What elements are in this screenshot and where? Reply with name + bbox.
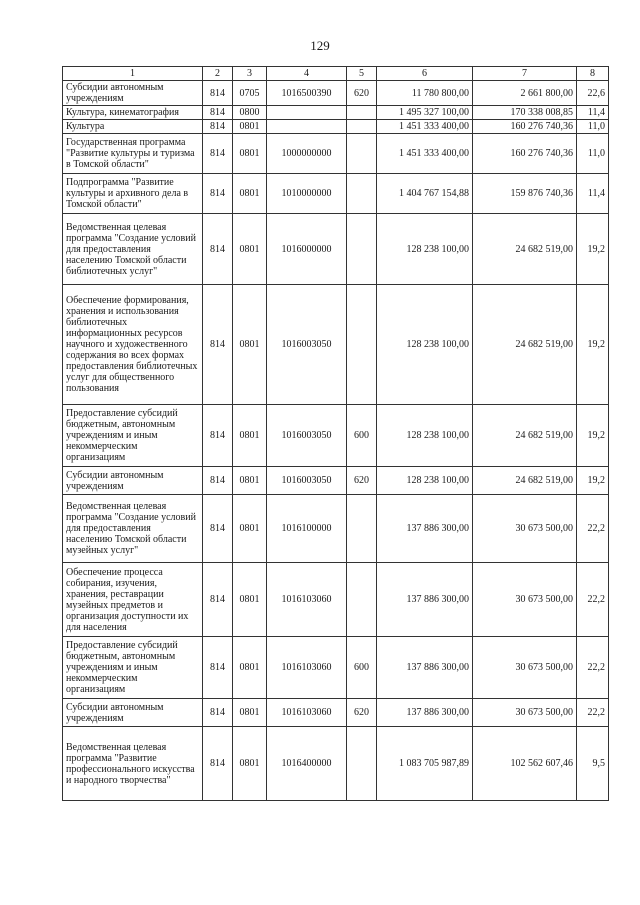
section-code: 0801 xyxy=(233,174,267,214)
planned-amount: 137 886 300,00 xyxy=(377,495,473,563)
grbs-code: 814 xyxy=(203,637,233,699)
table-row xyxy=(63,106,609,120)
target-article-code: 1016000000 xyxy=(267,214,347,285)
header-cell: 8 xyxy=(577,67,609,81)
header-cell: 5 xyxy=(347,67,377,81)
actual-amount: 30 673 500,00 xyxy=(473,563,577,637)
section-code: 0801 xyxy=(233,699,267,727)
item-name: Предоставление субсидий бюджетным, автономным учреждениям и иным некоммерческим организациям xyxy=(63,637,203,699)
grbs-code: 814 xyxy=(203,285,233,405)
item-name: Ведомственная целевая программа "Развитие профессионального искусства и народного творчества" xyxy=(63,727,203,801)
item-name: Культура xyxy=(63,120,203,134)
table-header-row xyxy=(63,67,609,81)
actual-amount: 30 673 500,00 xyxy=(473,699,577,727)
actual-amount: 24 682 519,00 xyxy=(473,285,577,405)
item-name: Обеспечение формирования, хранения и использования библиотечных информационных ресурсов научного и художественного содержания во всех формах предоставления библиотечных услуг для общественного пользования xyxy=(63,285,203,405)
execution-percent: 22,6 xyxy=(577,81,609,106)
execution-percent: 22,2 xyxy=(577,495,609,563)
planned-amount: 128 238 100,00 xyxy=(377,285,473,405)
planned-amount: 1 404 767 154,88 xyxy=(377,174,473,214)
expense-type-code xyxy=(347,120,377,134)
execution-percent: 11,0 xyxy=(577,134,609,174)
table-row xyxy=(63,81,609,106)
grbs-code: 814 xyxy=(203,563,233,637)
item-name: Субсидии автономным учреждениям xyxy=(63,81,203,106)
section-code: 0800 xyxy=(233,106,267,120)
expense-type-code xyxy=(347,214,377,285)
grbs-code: 814 xyxy=(203,120,233,134)
expense-type-code xyxy=(347,563,377,637)
actual-amount: 102 562 607,46 xyxy=(473,727,577,801)
section-code: 0801 xyxy=(233,214,267,285)
item-name: Подпрограмма "Развитие культуры и архивного дела в Томской области" xyxy=(63,174,203,214)
item-name: Ведомственная целевая программа "Создание условий для предоставления населению Томской области музейных услуг" xyxy=(63,495,203,563)
execution-percent: 19,2 xyxy=(577,214,609,285)
grbs-code: 814 xyxy=(203,174,233,214)
item-name: Субсидии автономным учреждениям xyxy=(63,699,203,727)
grbs-code: 814 xyxy=(203,699,233,727)
execution-percent: 19,2 xyxy=(577,467,609,495)
execution-percent: 19,2 xyxy=(577,285,609,405)
section-code: 0801 xyxy=(233,120,267,134)
section-code: 0801 xyxy=(233,285,267,405)
item-name: Ведомственная целевая программа "Создание условий для предоставления населению Томской области библиотечных услуг" xyxy=(63,214,203,285)
table-row xyxy=(63,467,609,495)
target-article-code: 1016500390 xyxy=(267,81,347,106)
table-row xyxy=(63,495,609,563)
section-code: 0705 xyxy=(233,81,267,106)
target-article-code: 1000000000 xyxy=(267,134,347,174)
table-row xyxy=(63,285,609,405)
item-name: Субсидии автономным учреждениям xyxy=(63,467,203,495)
actual-amount: 30 673 500,00 xyxy=(473,637,577,699)
header-cell: 4 xyxy=(267,67,347,81)
planned-amount: 137 886 300,00 xyxy=(377,637,473,699)
section-code: 0801 xyxy=(233,467,267,495)
planned-amount: 137 886 300,00 xyxy=(377,563,473,637)
section-code: 0801 xyxy=(233,405,267,467)
target-article-code: 1016003050 xyxy=(267,285,347,405)
planned-amount: 128 238 100,00 xyxy=(377,405,473,467)
budget-table xyxy=(62,66,609,801)
planned-amount: 1 083 705 987,89 xyxy=(377,727,473,801)
table-row xyxy=(63,405,609,467)
execution-percent: 22,2 xyxy=(577,637,609,699)
actual-amount: 24 682 519,00 xyxy=(473,214,577,285)
grbs-code: 814 xyxy=(203,214,233,285)
target-article-code: 1016103060 xyxy=(267,563,347,637)
planned-amount: 137 886 300,00 xyxy=(377,699,473,727)
table-row xyxy=(63,120,609,134)
section-code: 0801 xyxy=(233,134,267,174)
table-row xyxy=(63,214,609,285)
planned-amount: 128 238 100,00 xyxy=(377,467,473,495)
item-name: Культура, кинематография xyxy=(63,106,203,120)
actual-amount: 160 276 740,36 xyxy=(473,134,577,174)
target-article-code: 1016100000 xyxy=(267,495,347,563)
grbs-code: 814 xyxy=(203,467,233,495)
grbs-code: 814 xyxy=(203,405,233,467)
item-name: Государственная программа "Развитие культуры и туризма в Томской области" xyxy=(63,134,203,174)
header-cell: 3 xyxy=(233,67,267,81)
expense-type-code xyxy=(347,727,377,801)
expense-type-code xyxy=(347,106,377,120)
grbs-code: 814 xyxy=(203,106,233,120)
item-name: Обеспечение процесса собирания, изучения, хранения, реставрации музейных предметов и организация доступности их для населения xyxy=(63,563,203,637)
execution-percent: 22,2 xyxy=(577,563,609,637)
planned-amount: 1 451 333 400,00 xyxy=(377,120,473,134)
item-name: Предоставление субсидий бюджетным, автономным учреждениям и иным некоммерческим организациям xyxy=(63,405,203,467)
expense-type-code xyxy=(347,285,377,405)
actual-amount: 159 876 740,36 xyxy=(473,174,577,214)
planned-amount: 1 495 327 100,00 xyxy=(377,106,473,120)
header-cell: 1 xyxy=(63,67,203,81)
actual-amount: 170 338 008,85 xyxy=(473,106,577,120)
table-row xyxy=(63,563,609,637)
expense-type-code xyxy=(347,174,377,214)
table-row xyxy=(63,699,609,727)
table-row xyxy=(63,727,609,801)
execution-percent: 11,4 xyxy=(577,106,609,120)
grbs-code: 814 xyxy=(203,134,233,174)
planned-amount: 11 780 800,00 xyxy=(377,81,473,106)
header-cell: 6 xyxy=(377,67,473,81)
actual-amount: 2 661 800,00 xyxy=(473,81,577,106)
table-row xyxy=(63,174,609,214)
planned-amount: 128 238 100,00 xyxy=(377,214,473,285)
section-code: 0801 xyxy=(233,495,267,563)
expense-type-code: 600 xyxy=(347,637,377,699)
grbs-code: 814 xyxy=(203,81,233,106)
execution-percent: 11,0 xyxy=(577,120,609,134)
target-article-code xyxy=(267,106,347,120)
actual-amount: 24 682 519,00 xyxy=(473,405,577,467)
expense-type-code: 620 xyxy=(347,699,377,727)
expense-type-code: 620 xyxy=(347,467,377,495)
execution-percent: 22,2 xyxy=(577,699,609,727)
expense-type-code: 620 xyxy=(347,81,377,106)
execution-percent: 11,4 xyxy=(577,174,609,214)
grbs-code: 814 xyxy=(203,727,233,801)
target-article-code: 1010000000 xyxy=(267,174,347,214)
target-article-code: 1016003050 xyxy=(267,467,347,495)
target-article-code: 1016103060 xyxy=(267,699,347,727)
section-code: 0801 xyxy=(233,563,267,637)
target-article-code: 1016103060 xyxy=(267,637,347,699)
expense-type-code: 600 xyxy=(347,405,377,467)
planned-amount: 1 451 333 400,00 xyxy=(377,134,473,174)
expense-type-code xyxy=(347,495,377,563)
header-cell: 7 xyxy=(473,67,577,81)
actual-amount: 160 276 740,36 xyxy=(473,120,577,134)
table-row xyxy=(63,134,609,174)
target-article-code: 1016400000 xyxy=(267,727,347,801)
target-article-code xyxy=(267,120,347,134)
actual-amount: 24 682 519,00 xyxy=(473,467,577,495)
header-cell: 2 xyxy=(203,67,233,81)
section-code: 0801 xyxy=(233,637,267,699)
execution-percent: 9,5 xyxy=(577,727,609,801)
section-code: 0801 xyxy=(233,727,267,801)
expense-type-code xyxy=(347,134,377,174)
actual-amount: 30 673 500,00 xyxy=(473,495,577,563)
execution-percent: 19,2 xyxy=(577,405,609,467)
page-number: 129 xyxy=(310,38,330,53)
target-article-code: 1016003050 xyxy=(267,405,347,467)
grbs-code: 814 xyxy=(203,495,233,563)
table-row xyxy=(63,637,609,699)
